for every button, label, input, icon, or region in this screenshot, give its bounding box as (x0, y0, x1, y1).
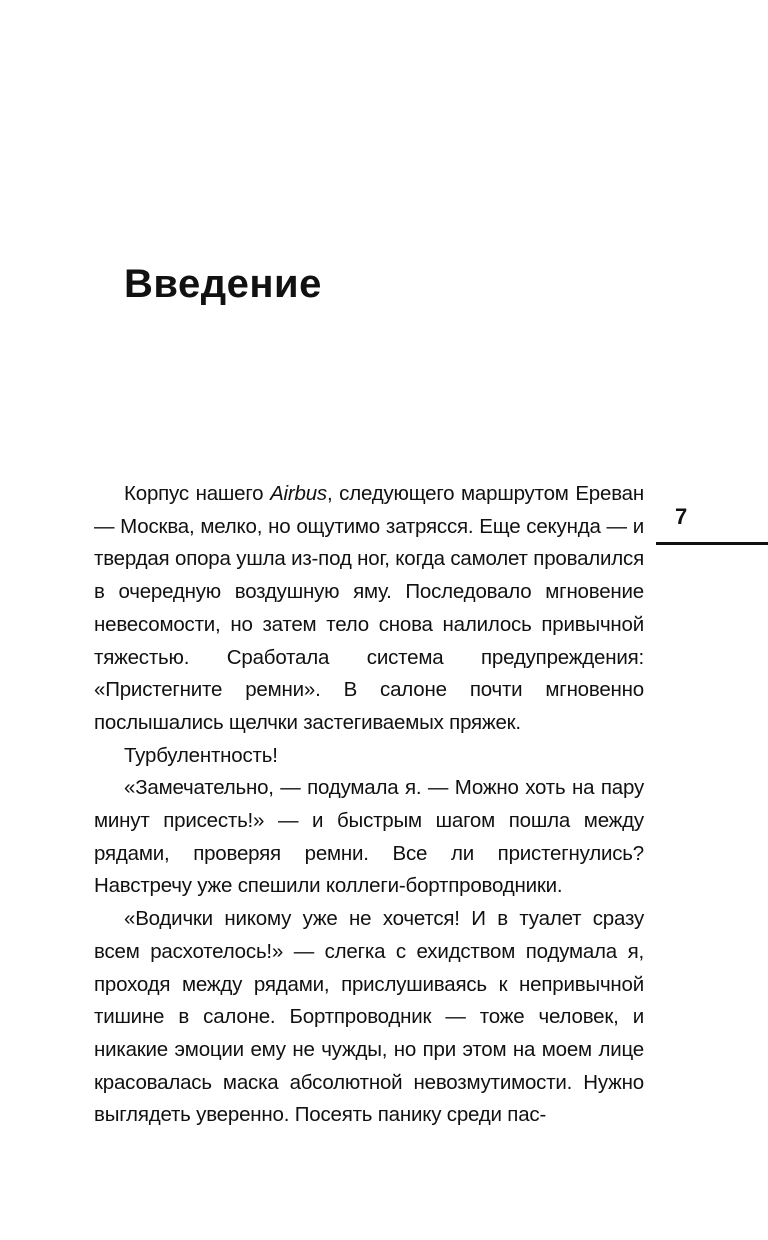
paragraph-1-rest: , следующего маршрутом Ереван — Москва, мелко, но ощутимо затрясся. Еще секунда — и твердая опора ушла из-под ног, когда самолет провалился в очередную воздушную яму. Последовало мгновение невесомости, но затем тело снова налилось привычной тяжестью. Сработала система предупреждения: «Пристегните ремни». В салоне почти мгновенно послышались щелчки застегиваемых пряжек. (94, 482, 644, 734)
page-number: 7 (675, 504, 688, 529)
paragraph-1-start: Корпус нашего (124, 482, 271, 505)
paragraph-1 (94, 478, 644, 740)
body-text (94, 478, 644, 1132)
airbus-italic: Airbus (270, 482, 327, 505)
paragraph-3: «Замечательно, — подумала я. — Можно хоть на пару минут присесть!» — и быстрым шагом пошла между рядами, проверяя ремни. Все ли пристегнулись? Навстречу уже спешили коллеги-бортпроводники. (94, 776, 644, 898)
page-number-rule (656, 542, 768, 545)
chapter-title: Введение (124, 262, 322, 306)
paragraph-2: Турбулентность! (124, 743, 278, 767)
paragraph-4: «Водички никому уже не хочется! И в туалет сразу всем расхотелось!» — слегка с ехидством подумала я, проходя между рядами, прислушиваясь к непривычной тишине в салоне. Бортпроводник — тоже человек, и никакие эмоции ему не чужды, но при этом на моем лице красовалась маска абсолютной невозмутимости. Нужно выглядеть уверенно. Посеять панику среди пас- (94, 907, 644, 1127)
